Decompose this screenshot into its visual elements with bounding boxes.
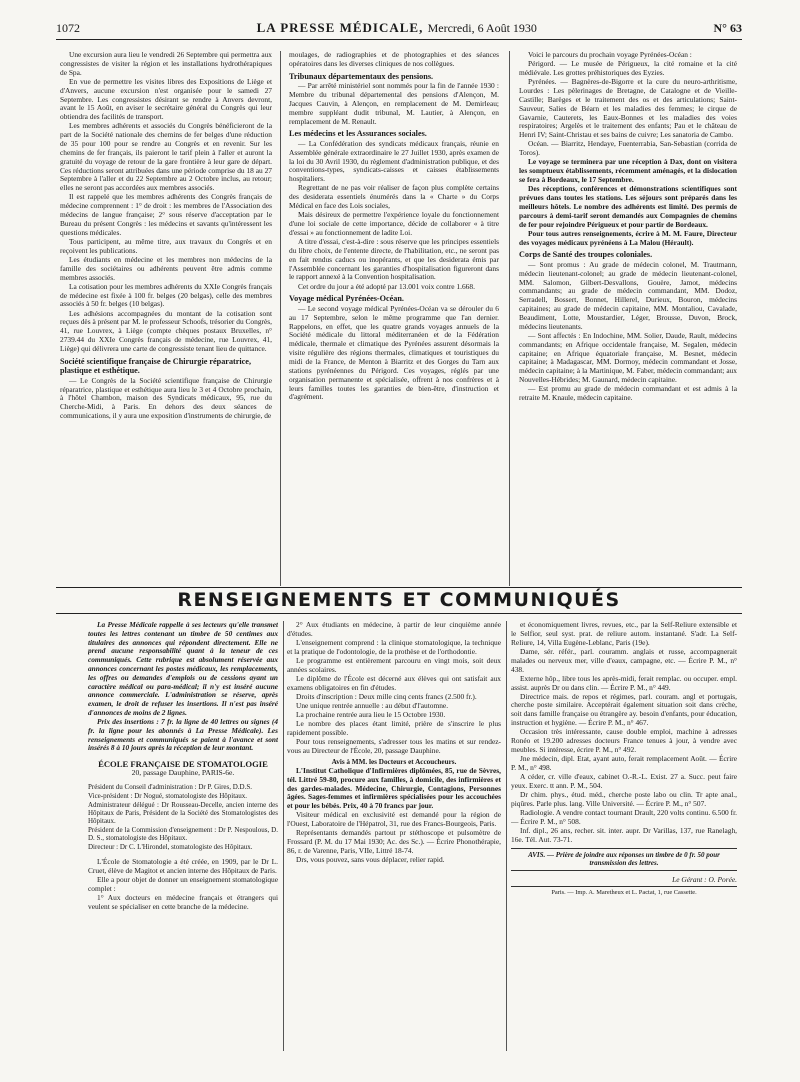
paragraph: Le voyage se terminera par une réception à Dax, dont on visitera les somptueux établissements, récemment aménagés, et la dislocation se fera à Bordeaux, le 17 Septembre. — [519, 157, 737, 184]
paragraph: — Le Congrès de la Société scientifique française de Chirurgie réparatrice, plastique et esthétique aura lieu le 3 et 4 Octobre prochain, à l'hôtel Chambon, maison des Syndicats médicaux, 95, rue du Cherche-Midi, à Paris. En dehors des deux séances de communications, il y aura une exposition d'instruments de chirurgie, de — [60, 375, 272, 421]
classified-ad: L'Institut Catholique d'Infirmières diplômées, 85, rue de Sèvres, tél. Littré 59-80, procure aux familles, à domicile, des infirmières et des gardes-malades. Médecine, Chirurgie, Contagions, Personnes âgées. Sages-femmes et infirmières spécialisées pour les accouchées et pour les bébés. Prix, 40 à 70 francs par jour. — [287, 765, 501, 811]
section-rule — [56, 587, 742, 588]
paragraph: L'enseignement comprend : la clinique stomatologique, la technique et la pratique de l'odontologie, de la prothèse et de l'orthodontie. — [287, 637, 501, 656]
paragraph: A titre d'essai, c'est-à-dire : sous réserve que les principes essentiels du libre choix, de l'entente directe, de l'habilitation, etc., ne seront pas en fait rendus caducs ou inopérants, et que les desiderata émis par l'Assemblée concernant les garanties d'hospitalisation figureront dans le rapport annexé à la Convention hospitalisation. — [289, 237, 499, 282]
classified-ad: Représentants demandés partout pr stéthoscope et pulsomètre de Frossard (P. M. du 17 Mai 1930; Ac. des Sc.). — Écrire Phonothérapie, 86, r. de Varenne, Paris, VIIe, Littré 18-74. — [287, 828, 501, 856]
printer-imprint: Paris. — Imp. A. Maretheux et L. Pactat, 1, rue Cassette. — [511, 886, 737, 898]
paragraph: Océan. — Biarritz, Hendaye, Fuenterrabia, San-Sebastian (corrida de Toros). — [519, 139, 737, 158]
classified-ad: Drs, vous pouvez, sans vous déplacer, relier rapid. — [296, 855, 445, 865]
publisher-signature: Le Gérant : O. Porée. — [672, 874, 737, 884]
classifieds-column-1 — [88, 621, 278, 1051]
paragraph: Il est rappelé que les membres adhérents des Congrès français de médecine comprennent : 1° de droit : les membres de l'Association des médecins de langue française; 2° sous réserve d'acceptation par le Bureau du présent Congrès : les médecins et savants qu'intéressent les questions médicales. — [60, 192, 272, 237]
paragraph: Les membres adhérents et associés du Congrès bénéficieront de la part de la Société nationale des chemins de fer belges d'une réduction de 35 pour 100 pour se rendre au Congrès et en revenir. Sur les chemins de fer français, ils paieront le tarif plein à l'aller et auront la gratuité du voyage de retour de la gare frontière à leur gare de départ. Ces réductions seront attribuées dans une période comprise du 18 au 27 Septembre à l'aller et du 22 Septembre au 2 Octobre inclus, au retour; elles ne seront pas accordées aux membres associés. — [60, 121, 272, 193]
paragraph: La cotisation pour les membres adhérents du XXIe Congrès français de médecine est fixée à 100 fr. belges (20 belgas), celle des membres associés à 50 fr. belges (10 belgas). — [60, 281, 272, 309]
editor-notice: La Presse Médicale rappelle à ses lecteurs qu'elle transmet toutes les lettres contenant un timbre de 50 centimes aux titulaires des annonces qui répondent directement. Elle ne prend aucune responsabilité quant à la teneur de ces communiqués. Cette rubrique est absolument réservée aux annonces concernant les postes médicaux, les remplacements, les offres ou demandes d'emplois ou de cessions ayant un caractère médical ou para-médical; il n'y est inséré aucune annonce commerciale. L'administration se réserve, après examen, le droit de refuser les insertions. Il n'est pas inséré d'annonces de moins de 2 lignes. — [88, 621, 278, 717]
school-board — [88, 783, 278, 851]
page-header — [56, 20, 742, 40]
classified-ad: Inf. dipl., 26 ans, recher. sit. inter. aupr. Dr Varillas, 137, rue Ranelagh, 16e. Tél. Aut. 73-71. — [511, 826, 737, 844]
section-rule — [56, 613, 742, 614]
classified-ad: Dame, sér. référ., parl. couramm. anglais et russe, accompagnerait malades ou nerveux mer, ville d'eaux, campagne, etc. — Écrire P. M., n° 438. — [511, 646, 737, 674]
article-heading: Corps de Santé des troupes coloniales. — [519, 250, 653, 260]
board-member: Administrateur délégué : Dr Rousseau-Decelle, ancien interne des Hôpitaux de Paris, Président de la Société des Stomatologistes des Hôpitaux. — [88, 800, 278, 826]
paragraph: Une excursion aura lieu le vendredi 26 Septembre qui permettra aux congressistes de visiter la région et les installations hydrothérapiques de Spa. — [60, 51, 272, 77]
paragraph: Mais désireux de permettre l'expérience loyale du fonctionnement d'une loi sociale de cette importance, décide de collaborer « à titre d'essai » au fonctionnement de ladite Loi. — [289, 210, 499, 237]
board-member: Directeur : Dr C. L'Hirondel, stomatologiste des Hôpitaux. — [88, 843, 253, 852]
notice-heading: Avis à MM. les Docteurs et Accoucheurs. — [331, 758, 457, 767]
article-heading: Tribunaux départementaux des pensions. — [289, 71, 434, 81]
classified-ad: Radiologie. A vendre contact tournant Drault, 220 volts continu. 6.500 fr. — Écrire P. M., n° 508. — [511, 808, 737, 826]
classified-ad: et économiquement livres, revues, etc., par la Self-Reliure extensible et le Selfior, seul syst. prat. de reliure autom. instantané. S'adr. La Self-Reliure, 14, Villa Eugène-Leblanc, Paris (19e). — [511, 621, 737, 647]
paragraph: Une unique rentrée annuelle : au début d'l'automne. — [296, 701, 449, 711]
paragraph: — Sont promus : Au grade de médecin colonel, M. Trautmann, médecin lieutenant-colonel; au grade de médecin lieutenant-colonel, MM. Salomon, Gilbert-Desvallons, Gouère, Jamot, médecins commandants; au grade de médecin commandant, MM. Dodoz, Serradell, Bossert, Bonnet, Hillerel, Durieux, Bouron, médecins capitaines; au grade de médecin capitaine, MM. Montaliou, Cavalade, Beaudiment, Lotte, Moustardier, Léger, Brousse, Duvon, Brock, médecins lieutenants. — [519, 259, 737, 331]
journal-name: LA PRESSE MÉDICALE, — [256, 20, 424, 35]
section-title: RENSEIGNEMENTS ET COMMUNIQUÉS — [177, 589, 621, 611]
paragraph: Regrettant de ne pas voir réaliser de façon plus complète certains des desiderata essentiels énumérés dans la « Charte » du Corps Médical en face des Lois sociales, — [289, 183, 499, 211]
board-member: Président de la Commission d'enseignement : Dr P. Nespoulous, D. D. S., stomatologiste des Hôpitaux. — [88, 826, 278, 843]
paragraph: Le diplôme de l'École est décerné aux élèves qui ont satisfait aux examens obligatoires en fin d'études. — [287, 673, 501, 692]
journal-title — [257, 20, 537, 36]
paragraph: Elle a pour objet de donner un enseignement stomatologique complet : — [88, 874, 278, 893]
issue-date: Mercredi, 6 Août 1930 — [427, 21, 537, 35]
column-1 — [60, 51, 272, 591]
paragraph: Pyrénées. — Bagnères-de-Bigorre et la cure du neuro-arthritisme, Lourdes : Les pèlerinages de Bretagne, de Catalogne et de Vieille-Castille; Barèges et le traitement des os et des articulations; Saint-Sauveur, Salies de Béarn et les maladies des femmes; le cirque de Gavarnie, Cauterets, les Eaux-Bonnes et les maladies des voies respiratoires; Argelès et le traitement des enfants; Pau et le château de Henri IV; Saint-Christau et ses bains de cuivre; Les sanatoria de Cambo. — [519, 77, 737, 140]
classifieds-column-2 — [287, 621, 501, 1051]
paragraph: Droits d'inscription : Deux mille cinq cents francs (2.500 fr.). — [296, 691, 477, 701]
paragraph: 1° Aux docteurs en médecine français et étrangers qui veulent se spécialiser en cette branche de la médecine. — [88, 892, 278, 911]
classified-ad: Occasion très intéressante, cause double emploi, machine à adresses Ronéo et 19.200 adresses docteurs France tenues à jour, à vendre avec meubles. Si intéresse, écrire P. M., n° 492. — [511, 727, 737, 754]
paragraph: Le nombre des places étant limité, prière de s'inscrire le plus rapidement possible. — [287, 719, 501, 738]
paragraph: Voici le parcours du prochain voyage Pyrénées-Océan : — [528, 51, 692, 59]
paragraph: Périgord. — Le musée de Périgueux, la cité romaine et la cité médiévale. Les grottes préhistoriques des Eyzies. — [519, 59, 737, 77]
classifieds-column-3 — [511, 621, 737, 1051]
paragraph: Des réceptions, conférences et démonstrations scientifiques sont prévues dans toutes les stations. Les séjours sont préparés dans les meilleurs hôtels. Le nombre des adhérents est limité. Des permis de parcours à demi-tarif seront demandés aux Compagnies de chemins de fer pour rejoindre Périgueux et pour partir de Bordeaux. — [519, 184, 737, 229]
board-member: Président du Conseil d'administration : Dr P. Gires, D.D.S. — [88, 783, 253, 792]
classified-ad: Visiteur médical en exclusivité est demandé pour la région de l'Ouest, Laboratoire de l'Hépatrol, 31, rue des Francs-Bourgeois, Paris. — [287, 810, 501, 829]
paragraph: — Par arrêté ministériel sont nommés pour la fin de l'année 1930 : Membre du tribunal départemental des pensions d'Alençon, M. Jacques Cauvin, à Alençon, en remplacement de M. Demirleau; membre suppléant dudit tribunal, M. Lautier, à Alençon, en remplacement de M. Renault. — [289, 81, 499, 126]
paragraph: Cet ordre du jour a été adopté par 13.001 voix contre 1.668. — [298, 281, 475, 291]
paragraph: Les étudiants en médecine et les membres non médecins de la famille des sociétaires ou adhérents peuvent être admis comme membres associés. — [60, 254, 272, 282]
paragraph: Pour tous renseignements, s'adresser tous les matins et sur rendez-vous au Directeur de l'École, 20, passage Dauphine. — [287, 737, 501, 756]
school-title: ÉCOLE FRANÇAISE DE STOMATOLOGIE — [98, 759, 268, 770]
paragraph: — Sont affectés : En Indochine, MM. Solier, Daude, Rault, médecins commandants; en Afrique occidentale française, M. Segalen, médecin capitaine; en Afrique équatoriale française, M. Besnet, médecin capitaine; à Madagascar, MM. Dormoy, médecin commandant et Josse, médecin capitaine; à la Martinique, M. Faber, médecin commandant; aux Nouvelles-Hébrides; M. Gaunard, médecin capitaine. — [519, 330, 737, 385]
paragraph: Les adhésions accompagnées du montant de la cotisation sont reçues dès à présent par M. le professeur Schoofs, trésorier du Congrès, 41, rue Louvrex, à Liège (compte chèques postaux Bruxelles, n° 2739.44 du XXIe Congrès français de médecine, rue Louvrex, 41, Liège) qui délivrera une carte de congressiste tenant lieu de quittance. — [60, 308, 272, 353]
paragraph: Pour tous autres renseignements, écrire à M. M. Faure, Directeur des voyages médicaux pyrénéens à La Malou (Hérault). — [519, 228, 737, 247]
classified-ad: A céder, cr. ville d'eaux, cabinet O.-R.-L. Exist. 27 a. Succ. peut faire yeux. Exerc. tt ann. P. M., 504. — [511, 772, 737, 790]
article-heading: Les médecins et les Assurances sociales. — [289, 129, 427, 139]
column-divider — [506, 621, 507, 1051]
column-divider — [509, 51, 510, 586]
paragraph: moulages, de radiographies et de photographies et des séances opératoires dans les diverses cliniques de nos collègues. — [289, 51, 499, 68]
insertion-prices: Prix des insertions : 7 fr. la ligne de 40 lettres ou signes (4 fr. la ligne pour les abonnés à La Presse Médicale). Les renseignements et communiqués se paient à l'avance et sont insérés 8 à 10 jours après la réception de leur montant. — [88, 717, 278, 753]
column-divider — [280, 51, 281, 586]
paragraph: Le programme est entièrement parcouru en vingt mois, soit deux années scolaires. — [287, 655, 501, 674]
column-divider — [283, 621, 284, 1051]
paragraph: — La Confédération des syndicats médicaux français, réunie en Assemblée générale extraordinaire le 27 Juillet 1930, après examen de la loi du 30 Avril 1930, du règlement d'administration publique, et des conventions-types, syndicats-caisses et caisses établissements hospitaliers. — [289, 138, 499, 184]
paragraph: L'École de Stomatologie a été créée, en 1909, par le Dr L. Cruet, élève de Magitot et ancien interne des Hôpitaux de Paris. — [88, 856, 278, 875]
classified-ad: Jne médecin, dipl. Etat, ayant auto, ferait remplacement Août. — Écrire P. M., n° 498. — [511, 754, 737, 772]
issue-number: N° 63 — [713, 21, 742, 35]
classified-ad: Directrice mais. de repos et régimes, parl. couram. angl et portugais, cherche poste similaire. Acceptérait également situation soit dans crèche, soit dans famille française ou étrangère ay. besoin d'enfants, pour éducation, instruction et hygiène. — Écrire P. M., n° 467. — [511, 691, 737, 728]
stamp-notice: AVIS. — Prière de joindre aux réponses un timbre de 0 fr. 50 pour transmission des lettres. — [511, 848, 737, 871]
article-heading: Voyage médical Pyrénées-Océan. — [289, 294, 404, 304]
page-number: 1072 — [56, 21, 80, 35]
paragraph: En vue de permettre les visites libres des Expositions de Liège et d'Anvers, aucune excursion n'est organisée pour le samedi 27 Septembre. Les congressistes désirant se rendre à Anvers devront, avant le 15 Août, en aviser le secrétaire général du Congrès qui leur obtiendra des facilités de transport. — [60, 76, 272, 122]
column-3 — [519, 51, 737, 591]
classified-ad: Externe hôp., libre tous les après-midi, ferait remplac. ou occuper. empl. assist. auprès Dr ou dans clin. — Écrire P. M., n° 449. — [511, 673, 737, 692]
article-heading: Société scientifique française de Chirurgie réparatrice, plastique et esthétique. — [60, 356, 251, 376]
column-2 — [289, 51, 499, 591]
board-member: Vice-président : Dr Nogué, stomatologiste des Hôpitaux. — [88, 791, 247, 800]
paragraph: 2° Aux étudiants en médecine, à partir de leur cinquième année d'études. — [287, 621, 501, 638]
school-address: 20, passage Dauphine, PARIS-6e. — [131, 768, 235, 778]
paragraph: La prochaine rentrée aura lieu le 15 Octobre 1930. — [296, 710, 446, 720]
classified-ad: Dr chim. phys., étud. méd., cherche poste labo ou clin. Tr apte anal., piqûres. Parle plus. lang. Ville Université. — Écrire P. M., n° 507. — [511, 790, 737, 808]
paragraph: — Le second voyage médical Pyrénées-Océan va se dérouler du 6 au 17 Septembre, selon le même programme que l'an dernier. Rappelons, en effet, que les quatre grands voyages annuels de la Société médicale du littoral méditerranéen et de la Fédération médicale, thermale et climatique des Pyrénées assurent désormais la visite régulière des régions thermales, climatiques et touristiques du midi de la France, de Menton à Biarritz et des Gorges du Tarn aux stations pyrénéennes du Périgord. Ces voyages, réglés par une organisation permanente et spécialisée, offrent à nos confrères et à leurs familles toutes les garanties de bien-être, d'instruction et d'agrément. — [289, 303, 499, 402]
paragraph: — Est promu au grade de médecin commandant et est admis à la retraite M. Knaule, médecin capitaine. — [519, 384, 737, 403]
paragraph: Tous participent, au même titre, aux travaux du Congrès et en reçoivent les publications. — [60, 236, 272, 255]
